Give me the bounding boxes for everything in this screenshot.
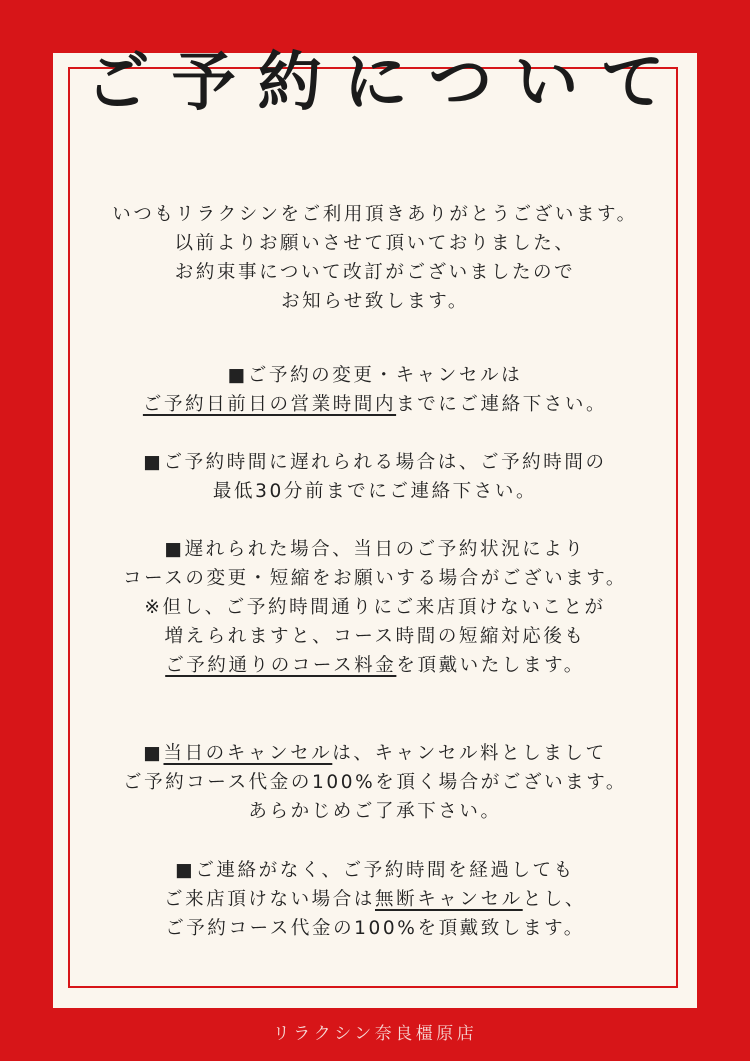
section-line	[0, 651, 750, 680]
underlined-text: ご予約日前日の営業時間内	[142, 394, 397, 415]
intro-line: 以前よりお願いさせて頂いておりました、	[174, 233, 576, 254]
section-line: コースの変更・短縮をお願いする場合がございます。	[123, 568, 627, 589]
section-line: 増えられますと、コース時間の短縮対応後も	[164, 626, 586, 647]
section-line: ■ご連絡がなく、ご予約時間を経過しても	[175, 860, 575, 881]
section-text: とし、	[522, 889, 587, 910]
section-text: までにご連絡下さい。	[396, 394, 608, 415]
section-line	[0, 739, 750, 768]
section-line: ■ご予約の変更・キャンセルは	[227, 365, 523, 386]
section-late-arrival	[0, 448, 750, 506]
intro-line: お約束事について改訂がございましたので	[174, 262, 576, 283]
section-same-day-cancel	[0, 739, 750, 826]
underlined-text: 無断キャンセル	[375, 889, 523, 910]
underlined-text: ご予約通りのコース料金	[165, 655, 397, 676]
section-text: ■	[143, 743, 164, 764]
store-name-footer: リラクシン奈良橿原店	[272, 1024, 478, 1044]
section-line: ※但し、ご予約時間通りにご来店頂けないことが	[144, 597, 606, 618]
section-change-cancel	[0, 361, 750, 419]
section-line: ご予約コース代金の100%を頂く場合がございます。	[123, 772, 627, 793]
section-line	[0, 885, 750, 914]
intro-line: お知らせ致します。	[281, 291, 469, 312]
intro-paragraph	[0, 200, 750, 316]
section-line: ご予約コース代金の100%を頂戴致します。	[165, 918, 585, 939]
section-line: あらかじめご了承下さい。	[248, 801, 502, 822]
section-line	[0, 390, 750, 419]
section-no-show	[0, 856, 750, 943]
section-course-shortening	[0, 535, 750, 680]
section-text: ご来店頂けない場合は	[163, 889, 375, 910]
section-line: 最低30分前までにご連絡下さい。	[212, 481, 538, 502]
section-line: ■遅れられた場合、当日のご予約状況により	[164, 539, 586, 560]
section-text: は、キャンセル料としまして	[332, 743, 607, 764]
section-text: を頂戴いたします。	[396, 655, 585, 676]
page-title: ご予約について	[85, 46, 687, 120]
underlined-text: 当日のキャンセル	[163, 743, 333, 764]
intro-line: いつもリラクシンをご利用頂きありがとうございます。	[112, 204, 638, 225]
section-line: ■ご予約時間に遅れられる場合は、ご予約時間の	[143, 452, 607, 473]
